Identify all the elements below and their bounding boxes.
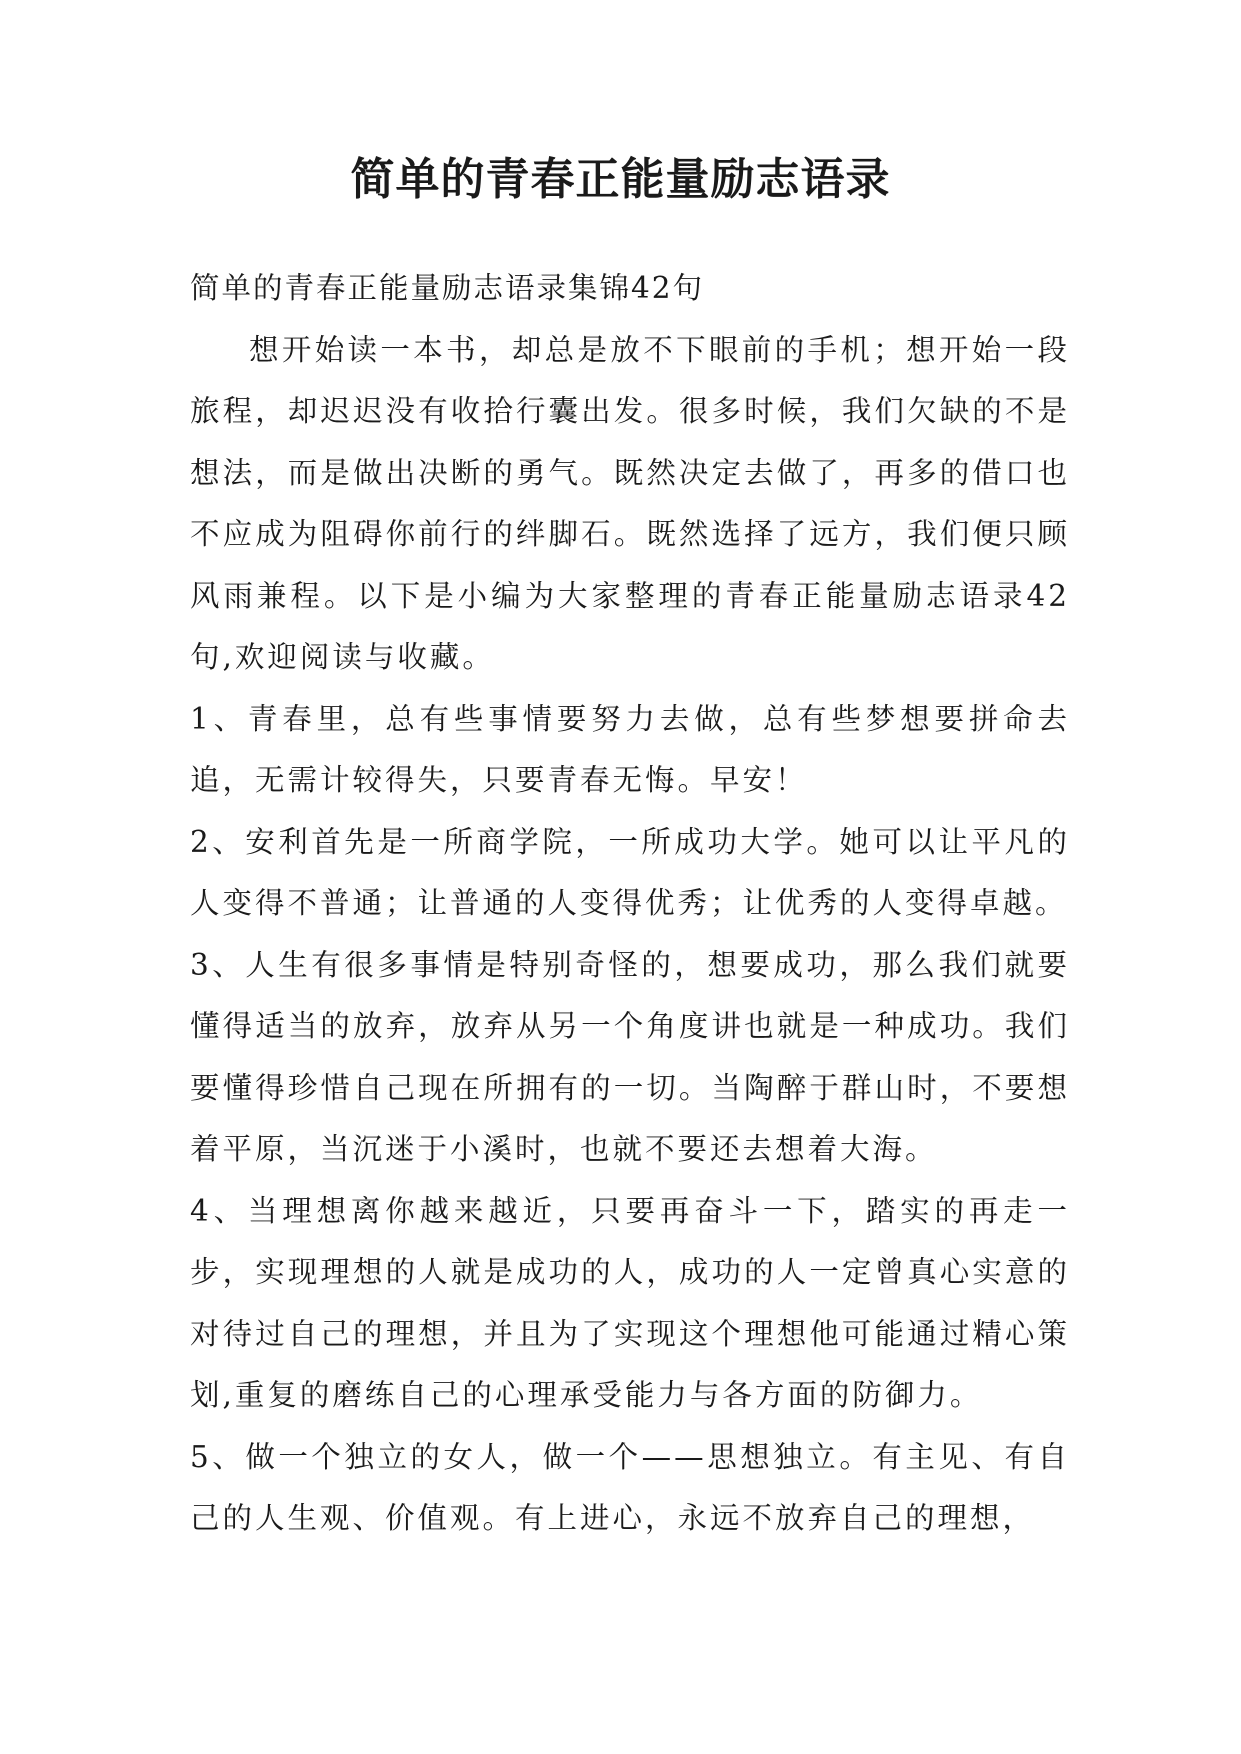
- document-title: 简单的青春正能量励志语录: [350, 154, 891, 205]
- list-item: 5、做一个独立的女人，做一个——思想独立。有主见、有自己的人生观、价值观。有上进心，永远不放弃自己的理想，: [190, 1439, 1070, 1535]
- list-item: 2、安利首先是一所商学院，一所成功大学。她可以让平凡的人变得不普通；让普通的人变得优秀；让优秀的人变得卓越。: [190, 824, 1070, 920]
- list-item: 1、青春里，总有些事情要努力去做，总有些梦想要拼命去追，无需计较得失，只要青春无悔。早安！: [190, 701, 1070, 797]
- document-subtitle: 简单的青春正能量励志语录集锦42句: [190, 271, 705, 305]
- document-body: [190, 258, 1070, 1550]
- intro-paragraph: 想开始读一本书，却总是放不下眼前的手机；想开始一段旅程，却迟迟没有收拾行囊出发。很多时候，我们欠缺的不是想法，而是做出决断的勇气。既然决定去做了，再多的借口也不应成为阻碍你前行的绊脚石。既然选择了远方，我们便只顾风雨兼程。以下是小编为大家整理的青春正能量励志语录42句,欢迎阅读与收藏。: [190, 332, 1070, 674]
- list-item: 3、人生有很多事情是特别奇怪的，想要成功，那么我们就要懂得适当的放弃，放弃从另一个角度讲也就是一种成功。我们要懂得珍惜自己现在所拥有的一切。当陶醉于群山时，不要想着平原，当沉迷于小溪时，也就不要还去想着大海。: [190, 947, 1070, 1166]
- list-item: 4、当理想离你越来越近，只要再奋斗一下，踏实的再走一步，实现理想的人就是成功的人，成功的人一定曾真心实意的对待过自己的理想，并且为了实现这个理想他可能通过精心策划,重复的磨练自己的心理承受能力与各方面的防御力。: [190, 1193, 1070, 1412]
